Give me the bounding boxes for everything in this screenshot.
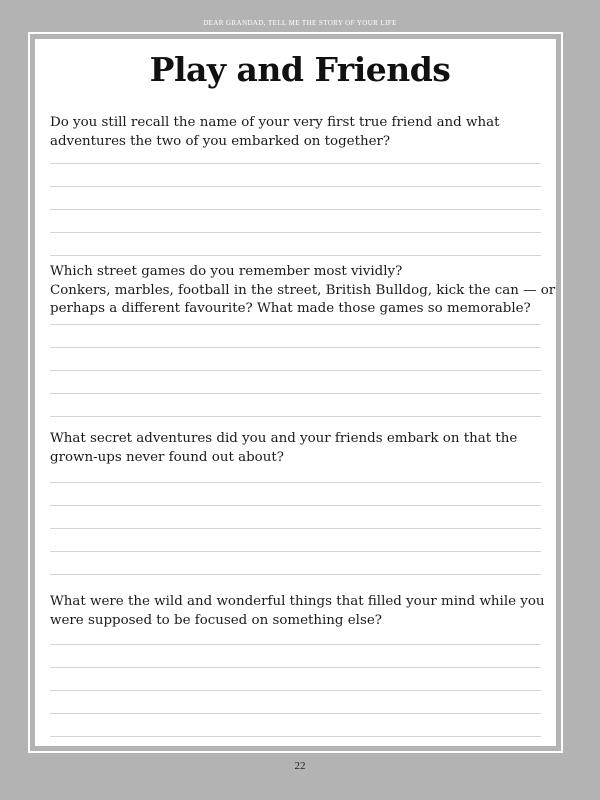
question-4-line-1: What were the wild and wonderful things that filled your mind while you [50,594,545,609]
running-header: DEAR GRANDAD, TELL ME THE STORY OF YOUR LIFE [203,19,397,27]
question-3-line-2: grown-ups never found out about? [50,449,284,465]
question-2-line-3: perhaps a different favourite? What made those games so memorable? [50,301,531,316]
question-1-line-2: adventures the two of you embarked on together? [50,133,391,149]
writing-line[interactable] [50,186,541,187]
writing-line[interactable] [50,370,541,371]
writing-line[interactable] [50,690,541,691]
question-1 [50,114,550,151]
writing-line[interactable] [50,416,541,417]
question-4 [50,593,550,630]
writing-line[interactable] [50,209,541,210]
writing-line[interactable] [50,528,541,529]
question-3 [50,430,550,467]
writing-line[interactable] [50,163,541,164]
writing-line[interactable] [50,393,541,394]
writing-line[interactable] [50,667,541,668]
writing-line[interactable] [50,505,541,506]
writing-line[interactable] [50,713,541,714]
page-number: 22 [294,760,306,772]
question-1-line-1: Do you still recall the name of your very first true friend and what [50,115,500,130]
question-2 [50,263,556,319]
page-title: Play and Friends [149,50,451,89]
writing-line[interactable] [50,574,541,575]
writing-line[interactable] [50,347,541,348]
writing-line[interactable] [50,644,541,645]
writing-line[interactable] [50,232,541,233]
question-3-line-1: What secret adventures did you and your friends embark on that the [50,431,518,446]
question-2-line-1: Which street games do you remember most vividly? [50,264,403,279]
writing-line[interactable] [50,551,541,552]
writing-line[interactable] [50,736,541,737]
question-2-line-2: Conkers, marbles, football in the street, British Bulldog, kick the can — or [50,282,556,298]
question-4-line-2: were supposed to be focused on something else? [50,612,382,628]
writing-line[interactable] [50,324,541,325]
writing-line[interactable] [50,482,541,483]
writing-line[interactable] [50,255,541,256]
